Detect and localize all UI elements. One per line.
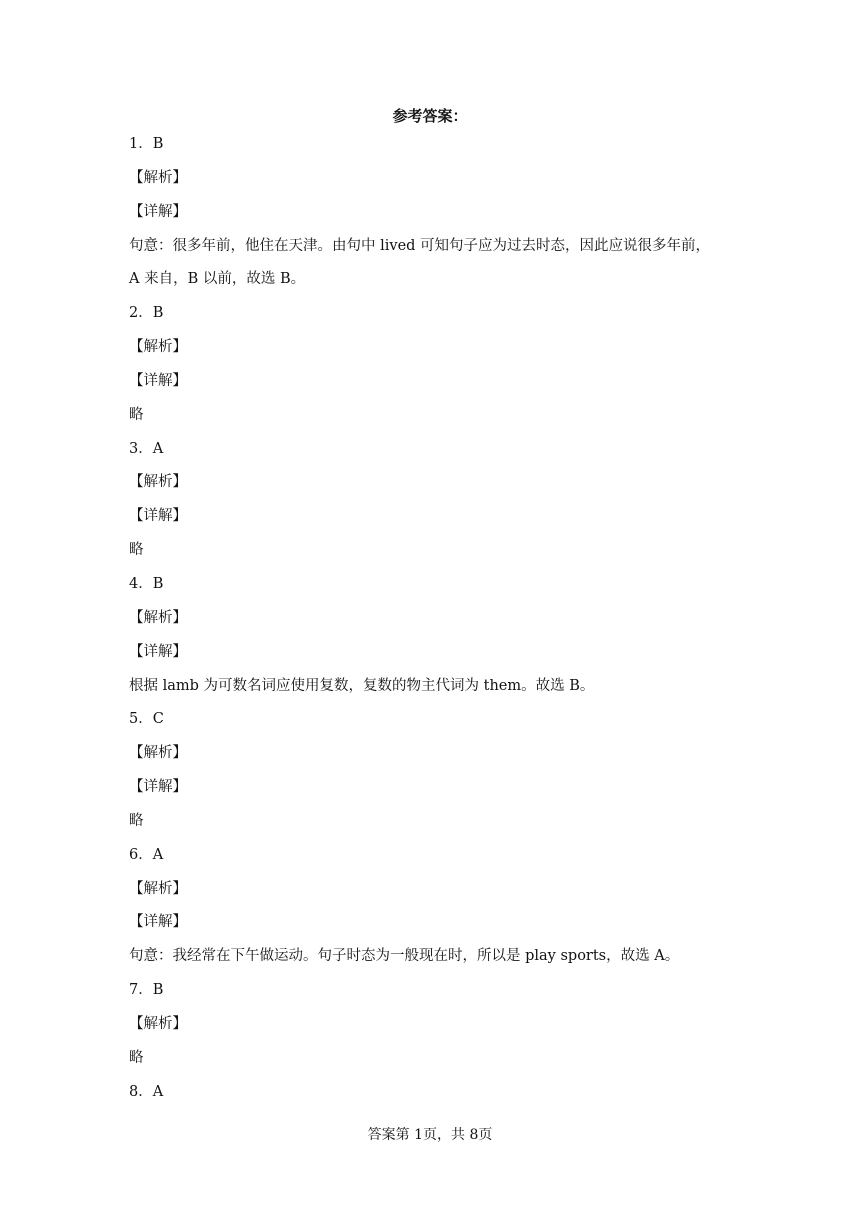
analysis-label: 【解析】 [129,609,187,626]
detail-label: 【详解】 [129,643,187,660]
answer-number: 5．C [129,711,164,728]
analysis-label: 【解析】 [129,745,187,762]
explanation-text: 句意：很多年前，他住在天津。由句中 lived 可知句子应为过去时态，因此应说很多年前， [129,237,711,254]
explanation-text: 句意：我经常在下午做运动。句子时态为一般现在时，所以是 play sports，故选 A。 [129,948,680,965]
page-title: 参考答案： [392,107,468,125]
detail-label: 【详解】 [129,779,187,796]
answer-number: 8．A [129,1083,164,1100]
analysis-label: 【解析】 [129,1015,187,1032]
page-footer: 答案第 1页，共 8页 [367,1127,493,1143]
analysis-label: 【解析】 [129,169,187,186]
explanation-text: A 来自，B 以前，故选 B。 [129,271,306,288]
analysis-label: 【解析】 [129,474,187,491]
explanation-text: 略 [129,542,144,559]
detail-label: 【详解】 [129,914,187,931]
detail-label: 【详解】 [129,203,187,220]
answer-content [129,134,739,1115]
answer-number: 3．A [129,440,164,457]
explanation-text: 略 [129,812,144,829]
answer-number: 2．B [129,305,164,322]
explanation-text: 略 [129,406,144,423]
analysis-label: 【解析】 [129,880,187,897]
detail-label: 【详解】 [129,372,187,389]
detail-label: 【详解】 [129,508,187,525]
answer-number: 4．B [129,575,164,592]
answer-number: 6．A [129,846,164,863]
analysis-label: 【解析】 [129,339,187,356]
answer-number: 7．B [129,982,164,999]
answer-number: 1．B [129,136,164,152]
explanation-text: 根据 lamb 为可数名词应使用复数，复数的物主代词为 them。故选 B。 [129,677,595,694]
explanation-text: 略 [129,1049,144,1066]
